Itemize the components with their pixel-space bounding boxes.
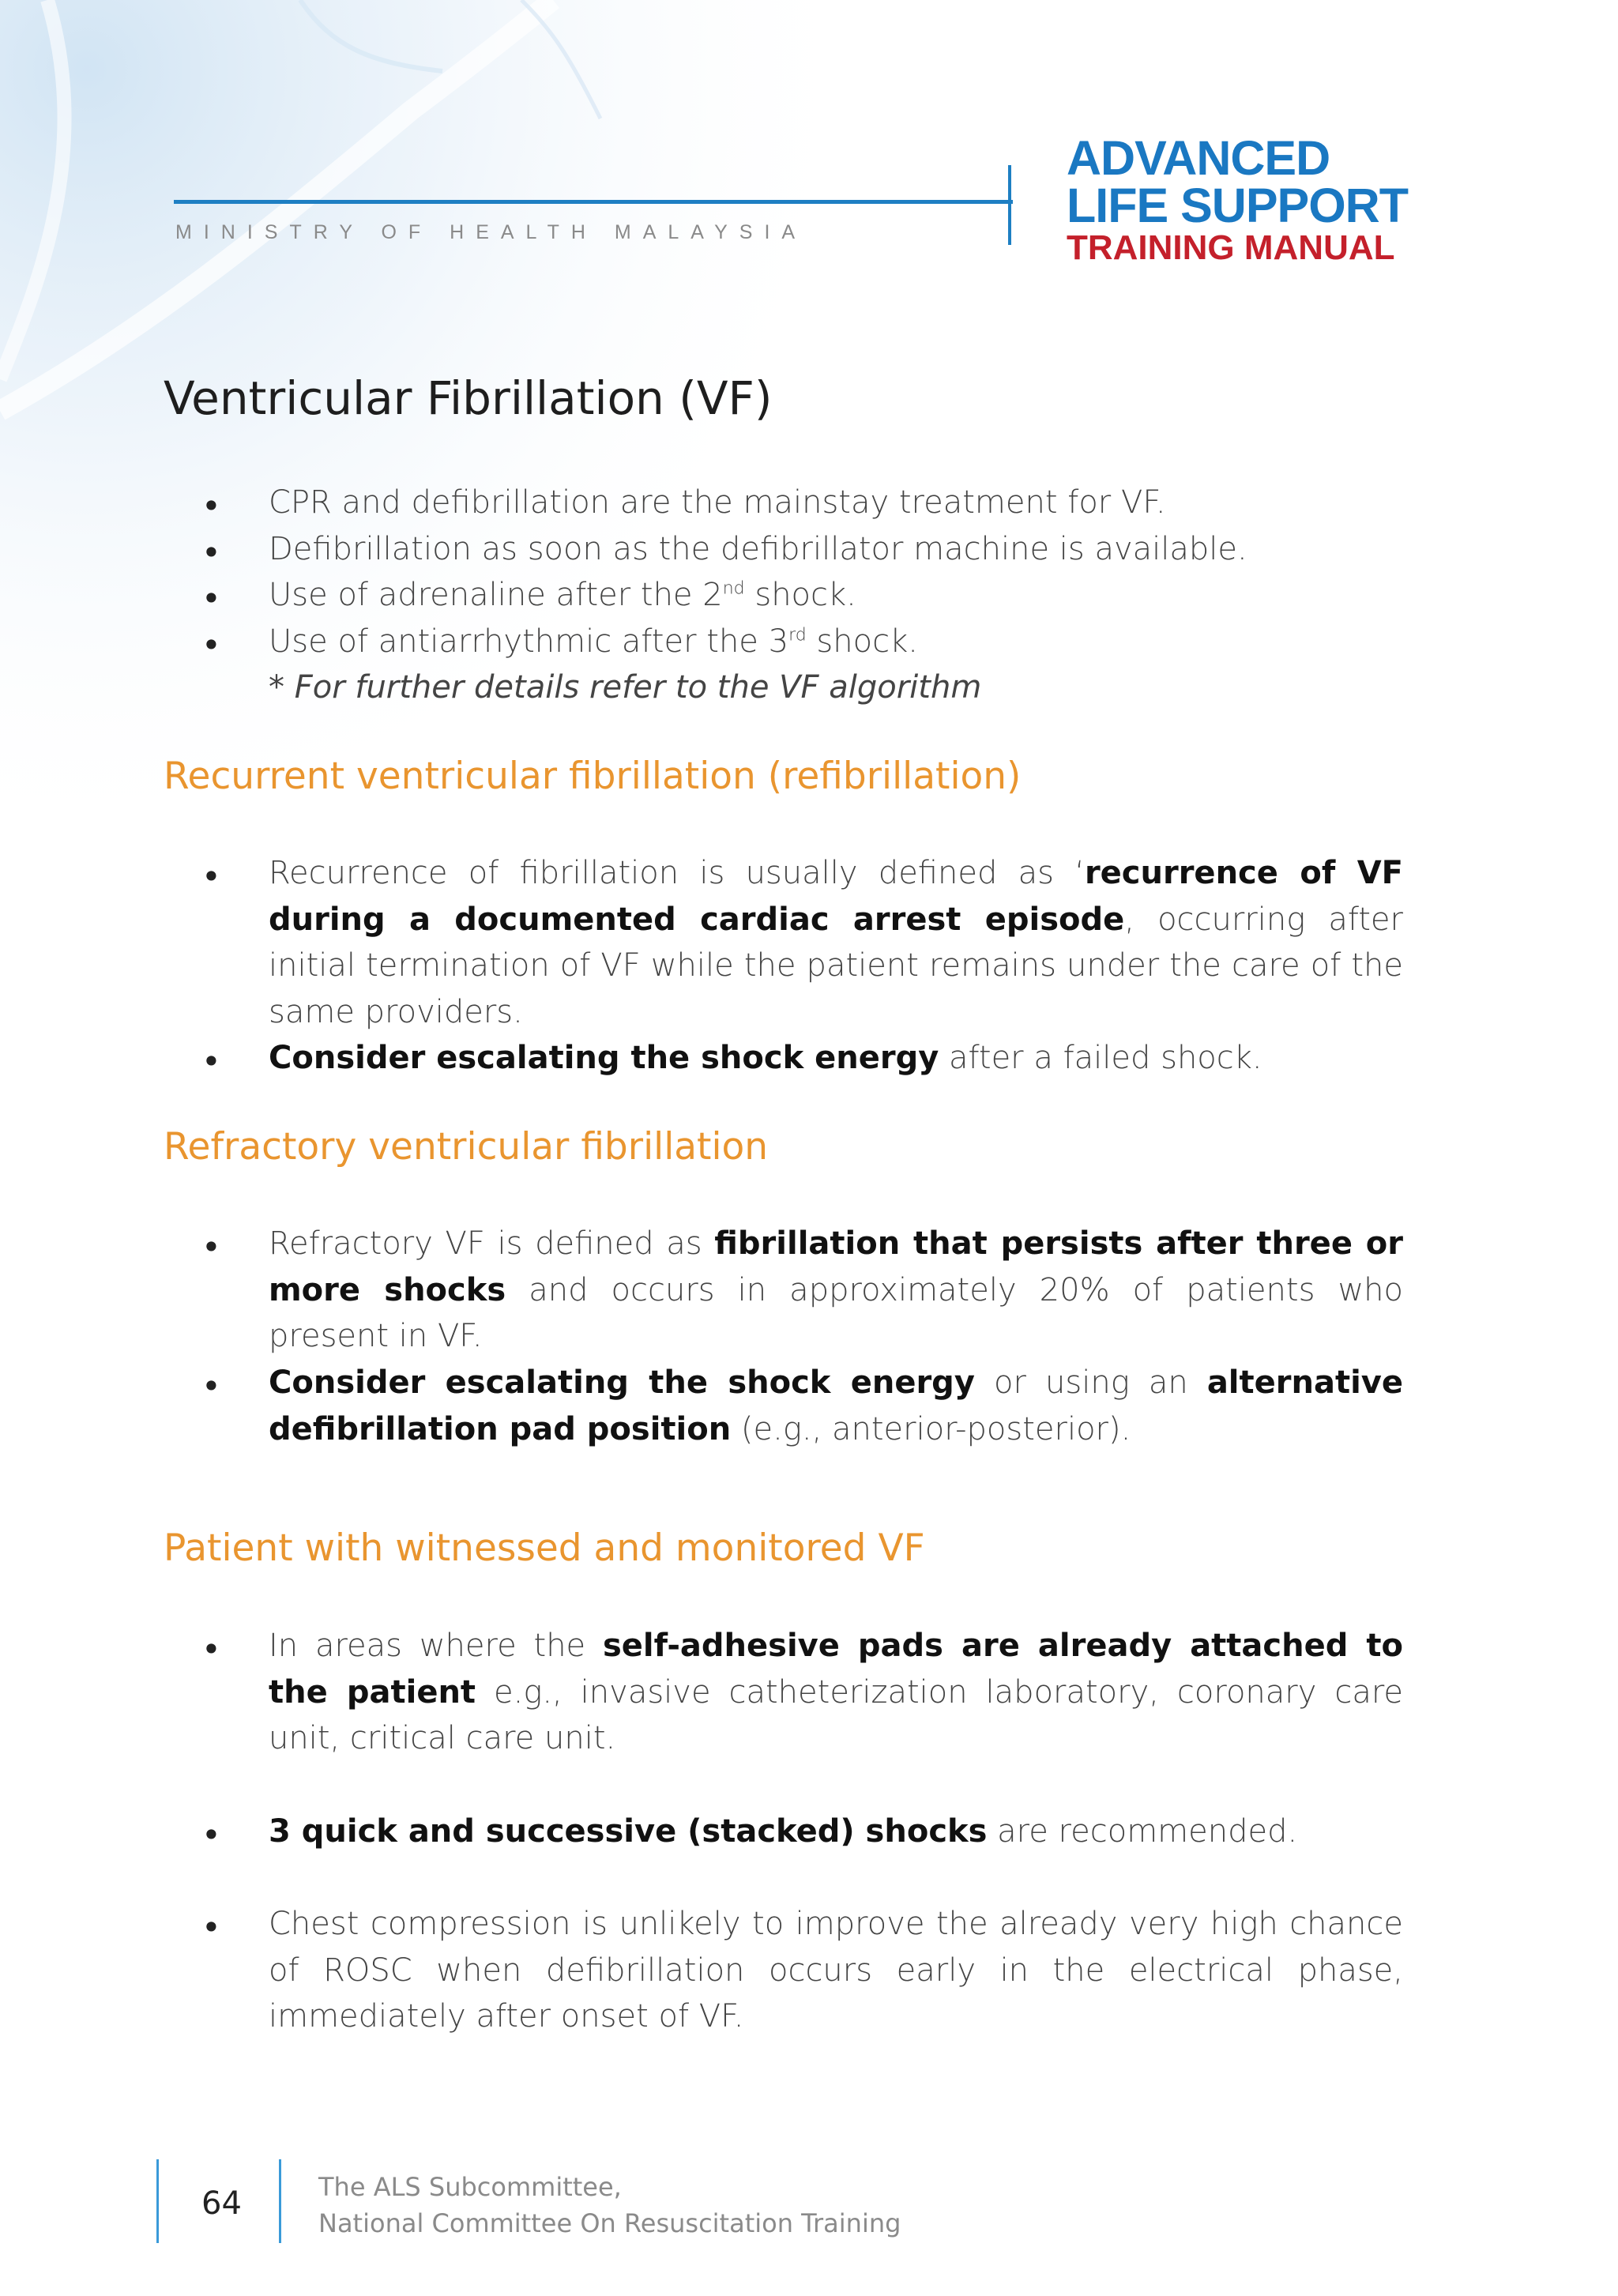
manual-brand-logo [1067,131,1408,267]
footer-divider-left [156,2159,159,2243]
ministry-label: MINISTRY OF HEALTH MALAYSIA [175,221,807,243]
bullet-icon: • [201,1908,221,1947]
section-heading-recurrent-vf: Recurrent ventricular fibrillation (refibrillation) [164,755,1022,798]
bullet-icon: • [201,1228,221,1267]
list-item: CPR and defibrillation are the mainstay treatment for VF. [269,484,1166,521]
list-item: 3 quick and successive (stacked) shocks are recommended. [269,1813,1298,1850]
bullet-icon: • [201,533,221,572]
background-swoosh-graphic [0,0,869,869]
page-title: Ventricular Fibrillation (VF) [164,371,773,425]
bullet-icon: • [201,1816,221,1854]
brand-line-training-manual: TRAINING MANUAL [1067,228,1395,267]
page-number: 64 [201,2185,242,2222]
list-item: Consider escalating the shock energy after a failed shock. [269,1040,1262,1076]
algorithm-note: * For further details refer to the VF algorithm [269,669,982,706]
brand-line-life-support: LIFE SUPPORT [1067,179,1408,232]
footer-credit [318,2169,901,2241]
list-item: In areas where the self-adhesive pads are already attached to the patient e.g., invasive catheterization laboratory, coronary care unit, critical care unit. [269,1628,1404,1756]
footer-credit-line2: National Committee On Resuscitation Training [318,2208,901,2238]
bullet-icon: • [201,1042,221,1081]
bullet-icon: • [201,626,221,664]
footer-divider-right [279,2159,281,2243]
bullet-icon: • [201,1367,221,1406]
list-item: Use of adrenaline after the 2nd shock. [269,577,856,613]
brand-line-advanced: ADVANCED [1067,131,1330,185]
header-rule-tick [1008,165,1011,245]
list-item: Consider escalating the shock energy or using an alternative defibrillation pad position (e.g., anterior-posterior). [269,1364,1403,1447]
bullet-icon: • [201,1630,221,1669]
list-item: Refractory VF is defined as fibrillation that persists after three or more shocks and occurs in approximately 20% of patients who present in VF. [269,1225,1404,1354]
bullet-icon: • [201,857,221,896]
list-item: Use of antiarrhythmic after the 3rd shock. [269,623,918,660]
footer-credit-line1: The ALS Subcommittee, [318,2172,622,2202]
list-item: Recurrence of fibrillation is usually defined as ‘recurrence of VF during a documented cardiac arrest episode, occurring after initial termination of VF while the patient remains under the care of the same providers. [269,855,1403,1030]
section-heading-witnessed-vf: Patient with witnessed and monitored VF [164,1526,925,1570]
header-rule [174,200,1013,204]
bullet-icon: • [201,579,221,618]
list-item: Chest compression is unlikely to improve the already very high chance of ROSC when defibrillation occurs early in the electrical phase, immediately after onset of VF. [269,1906,1403,2034]
list-item: Defibrillation as soon as the defibrillator machine is available. [269,531,1247,567]
bullet-icon: • [201,487,221,525]
section-heading-refractory-vf: Refractory ventricular fibrillation [164,1125,769,1169]
